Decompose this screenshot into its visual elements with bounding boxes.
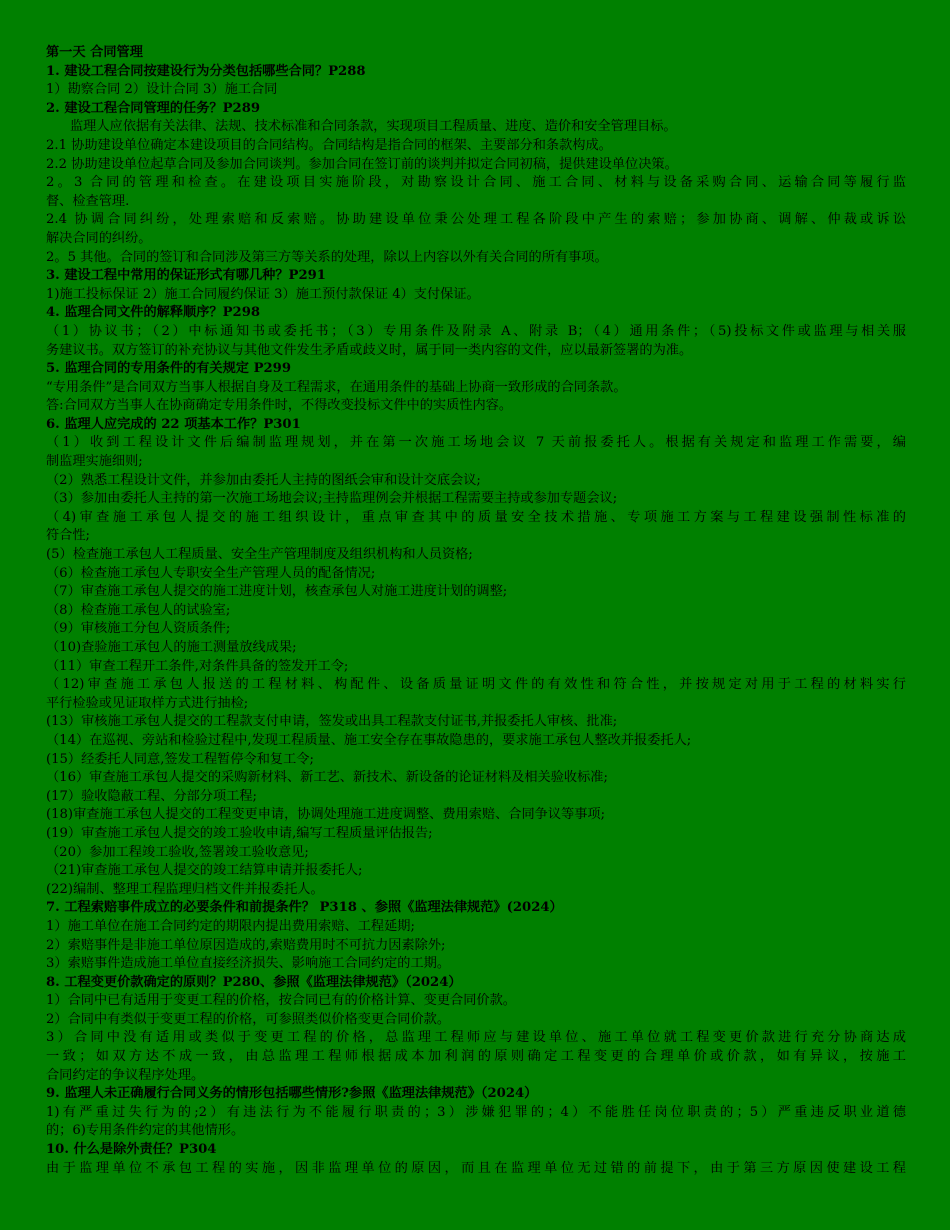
text-line: （16）审查施工承包人提交的采购新材料、新工艺、新技术、新设备的论证材料及相关验收标准; — [46, 770, 608, 786]
text-line: 合同约定的争议程序处理。 — [46, 1067, 205, 1083]
text-line: 监理人应依据有关法律、法规、技术标准和合同条款，实现项目工程质量、进度、造价和安全管理目标。 — [70, 119, 677, 135]
text-line: 答:合同双方当事人在协商确定专用条件时，不得改变投标文件中的实质性内容。 — [46, 398, 513, 414]
section-heading: 第一天 合同管理 — [46, 45, 143, 60]
text-line: 1）勘察合同 2）设计合同 3）施工合同 — [46, 82, 278, 98]
section-heading: 9. 监理人未正确履行合同义务的情形包括哪些情形?参照《监理法律规范》（2024） — [46, 1086, 538, 1102]
text-line: （1）收到工程设计文件后编制监理规划，并在第一次施工场地会议 7 天前报委托人。根据有关规定和监理工作需要，编 — [46, 435, 906, 451]
text-line: 2）索赔事件是非施工单位原因造成的,索赔费用时不可抗力因素除外; — [46, 937, 446, 953]
section-heading: 1. 建设工程合同按建设行为分类包括哪些合同？P288 — [46, 63, 366, 79]
text-line: 2）合同中有类似于变更工程的价格，可参照类似价格变更合同价款。 — [46, 1011, 451, 1027]
section-heading: 4. 监理合同文件的解释顺序？P298 — [46, 305, 261, 321]
text-line: （2）熟悉工程设计文件，并参加由委托人主持的图纸会审和设计交底会议; — [46, 472, 481, 488]
text-line: （20）参加工程竣工验收,签署竣工验收意见; — [46, 844, 309, 860]
text-line: 解决合同的纠纷。 — [46, 230, 152, 246]
text-line: (17）验收隐蔽工程、分部分项工程; — [46, 788, 257, 804]
text-line: 2.4 协调合同纠纷，处理索赔和反索赔。协助建设单位秉公处理工程各阶段中产生的索赔；参加协商、调解、仲裁或诉讼 — [46, 212, 906, 228]
text-line: 2.1 协助建设单位确定本建设项目的合同结构。合同结构是指合同的框架、主要部分和条款构成。 — [46, 137, 612, 153]
text-line: 1）施工单位在施工合同约定的期限内提出费用索赔、工程延期; — [46, 918, 415, 934]
text-line: 2.2 协助建设单位起草合同及参加合同谈判。参加合同在签订前的谈判并拟定合同初稿，提供建设单位决策。 — [46, 156, 678, 172]
text-line: 3）合同中没有适用或类似于变更工程的价格，总监理工程师应与建设单位、施工单位就工程变更价款进行充分协商达成 — [46, 1030, 906, 1046]
text-line: (19）审查施工承包人提交的竣工验收申请,编写工程质量评估报告; — [46, 825, 433, 841]
text-line: 2。3 合同的管理和检查。在建设项目实施阶段，对勘察设计合同、施工合同、材料与设备采购合同、运输合同等履行监 — [46, 175, 906, 191]
text-line: (15）经委托人同意,签发工程暂停令和复工令; — [46, 751, 314, 767]
text-line: （21)审查施工承包人提交的竣工结算申请并报委托人; — [46, 863, 363, 879]
text-line: 督、检查管理. — [46, 193, 130, 209]
text-line: 1)有严重过失行为的;2）有违法行为不能履行职责的；3）涉嫌犯罪的；4）不能胜任岗位职责的；5）严重违反职业道德 — [46, 1104, 906, 1120]
text-line: (18)审查施工承包人提交的工程变更申请，协调处理施工进度调整、费用索赔、合同争议等事项; — [46, 807, 606, 823]
text-line: 一致；如双方达不成一致，由总监理工程师根据成本加利润的原则确定工程变更的合理单价或价款，如有异议，按施工 — [46, 1049, 906, 1065]
text-line: 务建议书。双方签订的补充协议与其他文件发生矛盾或歧义时，属于同一类内容的文件，应以最新签署的为准。 — [46, 342, 693, 358]
section-heading: 5. 监理合同的专用条件的有关规定 P299 — [46, 361, 292, 377]
section-heading: 6. 监理人应完成的 22 项基本工作？P301 — [46, 416, 301, 432]
text-line: （14）在巡视、旁站和检验过程中,发现工程质量、施工安全存在事故隐患的，要求施工承包人整改并报委托人; — [46, 732, 692, 748]
text-line: 2。5 其他。合同的签订和合同涉及第三方等关系的处理，除以上内容以外有关合同的所有事项。 — [46, 249, 608, 265]
text-line: （7）审查施工承包人提交的施工进度计划，核查承包人对施工进度计划的调整; — [46, 584, 508, 600]
text-line: “专用条件”是合同双方当事人根据自身及工程需求，在通用条件的基础上协商一致形成的合同条款。 — [46, 379, 627, 395]
section-heading: 2. 建设工程合同管理的任务？P289 — [46, 100, 261, 116]
text-line: （9）审核施工分包人资质条件; — [46, 621, 231, 637]
text-line: （4)审查施工承包人提交的施工组织设计，重点审查其中的质量安全技术措施、专项施工方案与工程建设强制性标准的 — [46, 509, 906, 525]
text-line: 由于监理单位不承包工程的实施，因非监理单位的原因，而且在监理单位无过错的前提下，由于第三方原因使建设工程 — [46, 1160, 906, 1176]
text-line: 的；6)专用条件约定的其他情形。 — [46, 1123, 245, 1139]
text-line: （1）协议书；（2）中标通知书或委托书；（3）专用条件及附录 A、附录 B；（4）通用条件；（5)投标文件或监理与相关服 — [46, 323, 906, 339]
section-heading: 3. 建设工程中常用的保证形式有哪几种？P291 — [46, 268, 326, 284]
text-line: (13）审核施工承包人提交的工程款支付申请，签发或出具工程款支付证书,并报委托人审核、批准; — [46, 714, 618, 730]
text-line: （6）检查施工承包人专职安全生产管理人员的配备情况; — [46, 565, 376, 581]
text-line: 3）索赔事件造成施工单位直接经济损失、影响施工合同约定的工期。 — [46, 956, 451, 972]
text-line: (22)编制、整理工程监理归档文件并报委托人。 — [46, 881, 324, 897]
text-line: （10)查验施工承包人的施工测量放线成果; — [46, 640, 297, 655]
text-line: （12)审查施工承包人报送的工程材料、构配件、设备质量证明文件的有效性和符合性，并按规定对用于工程的材料实行 — [46, 677, 906, 693]
text-line: 平行检验或见证取样方式进行抽检; — [46, 695, 249, 711]
text-line: (5）检查施工承包人工程质量、安全生产管理制度及组织机构和人员资格; — [46, 547, 473, 563]
text-line: 1）合同中已有适用于变更工程的价格，按合同已有的价格计算、变更合同价款。 — [46, 993, 516, 1009]
text-line: 符合性; — [46, 528, 91, 544]
text-line: 1)施工投标保证 2）施工合同履约保证 3）施工预付款保证 4）支付保证。 — [46, 286, 480, 302]
text-line: （11）审查工程开工条件,对条件具备的签发开工令; — [46, 658, 349, 674]
text-line: 制监理实施细则; — [46, 454, 143, 470]
section-heading: 10. 什么是除外责任？P304 — [46, 1142, 217, 1158]
document-body — [46, 44, 906, 1178]
text-line: （8）检查施工承包人的试验室; — [46, 602, 231, 618]
text-line: （3）参加由委托人主持的第一次施工场地会议;主持监理例会并根据工程需要主持或参加专题会议; — [46, 491, 618, 507]
section-heading: 8. 工程变更价款确定的原则？P280、参照《监理法律规范》（2024） — [46, 974, 462, 990]
section-heading: 7. 工程索赔事件成立的必要条件和前提条件？ P318 、参照《监理法律规范》(2024） — [46, 900, 563, 916]
